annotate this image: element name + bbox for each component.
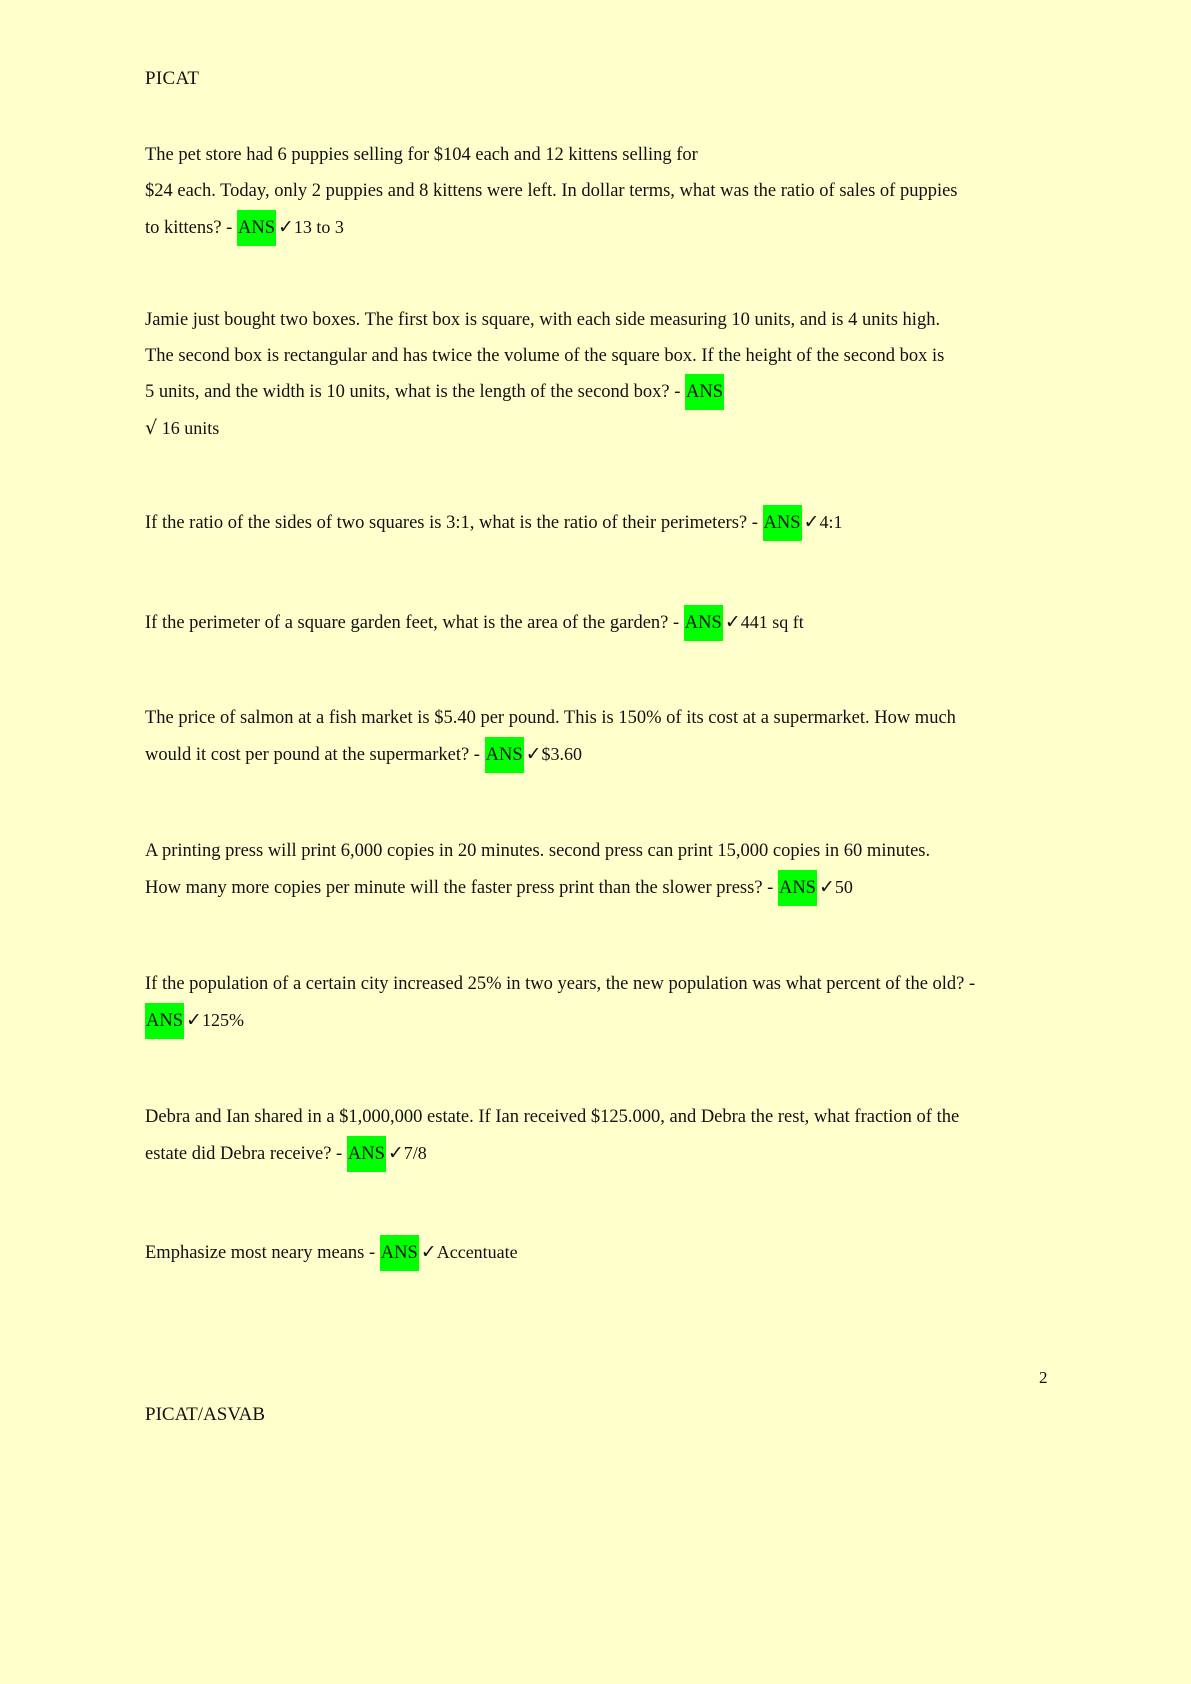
question-8 xyxy=(145,1099,1075,1172)
answer-text: Accentuate xyxy=(436,1242,518,1262)
ans-highlight: ANS xyxy=(485,737,524,773)
question-3 xyxy=(145,504,1075,541)
question-text: to kittens? - xyxy=(145,218,233,238)
answer-text: $3.60 xyxy=(541,744,583,764)
question-text: would it cost per pound at the supermarket? - xyxy=(145,745,480,765)
check-icon: √ xyxy=(145,417,158,439)
question-9 xyxy=(145,1234,1075,1271)
check-icon: ✓ xyxy=(724,611,741,633)
check-icon: ✓ xyxy=(387,1142,404,1164)
check-icon: ✓ xyxy=(818,876,835,898)
check-icon: ✓ xyxy=(277,216,294,238)
answer-text: 50 xyxy=(834,877,853,897)
question-text: Emphasize most neary means - xyxy=(145,1243,376,1263)
page-number: 2 xyxy=(1039,1368,1048,1387)
answer-text: 441 sq ft xyxy=(740,612,804,632)
question-5 xyxy=(145,700,1075,773)
question-text: A printing press will print 6,000 copies in 20 minutes. second press can print 15,000 copies in 60 minutes. xyxy=(145,841,931,861)
ans-highlight: ANS xyxy=(763,505,802,541)
ans-highlight: ANS xyxy=(145,1003,184,1039)
ans-highlight: ANS xyxy=(685,374,724,410)
question-4 xyxy=(145,604,1075,641)
question-text: If the ratio of the sides of two squares is 3:1, what is the ratio of their perimeters? - xyxy=(145,513,758,533)
answer-text: 4:1 xyxy=(819,512,843,532)
question-text: How many more copies per minute will the faster press print than the slower press? - xyxy=(145,878,774,898)
answer-text: 7/8 xyxy=(403,1143,427,1163)
page-footer: PICAT/ASVAB xyxy=(145,1404,266,1425)
question-text: If the population of a certain city increased 25% in two years, the new population was what percent of the old? - xyxy=(145,974,976,994)
ans-highlight: ANS xyxy=(347,1136,386,1172)
question-text: $24 each. Today, only 2 puppies and 8 kittens were left. In dollar terms, what was the ratio of sales of puppies xyxy=(145,181,958,201)
question-text: Debra and Ian shared in a $1,000,000 estate. If Ian received $125.000, and Debra the rest, what fraction of the xyxy=(145,1107,960,1127)
question-text: Jamie just bought two boxes. The first box is square, with each side measuring 10 units, and is 4 units high. xyxy=(145,310,941,330)
answer-text: 13 to 3 xyxy=(293,217,344,237)
question-1 xyxy=(145,137,1075,246)
question-7 xyxy=(145,966,1075,1039)
question-text: estate did Debra receive? - xyxy=(145,1144,343,1164)
question-text: The second box is rectangular and has twice the volume of the square box. If the height of the second box is xyxy=(145,346,945,366)
question-text: 5 units, and the width is 10 units, what is the length of the second box? - xyxy=(145,382,681,402)
check-icon: ✓ xyxy=(420,1241,437,1263)
question-text: The price of salmon at a fish market is $5.40 per pound. This is 150% of its cost at a supermarket. How much xyxy=(145,708,956,728)
check-icon: ✓ xyxy=(803,511,820,533)
ans-highlight: ANS xyxy=(237,210,276,246)
ans-highlight: ANS xyxy=(778,870,817,906)
question-text: If the perimeter of a square garden feet, what is the area of the garden? - xyxy=(145,613,680,633)
question-6 xyxy=(145,833,1075,906)
question-text: The pet store had 6 puppies selling for $104 each and 12 kittens selling for xyxy=(145,145,698,165)
ans-highlight: ANS xyxy=(380,1235,419,1271)
check-icon: ✓ xyxy=(186,1009,202,1031)
answer-text: 125% xyxy=(201,1010,244,1030)
page-header: PICAT xyxy=(145,68,200,89)
check-icon: ✓ xyxy=(525,743,542,765)
answer-text: 16 units xyxy=(161,418,220,438)
ans-highlight: ANS xyxy=(684,605,723,641)
question-2 xyxy=(145,302,1075,447)
